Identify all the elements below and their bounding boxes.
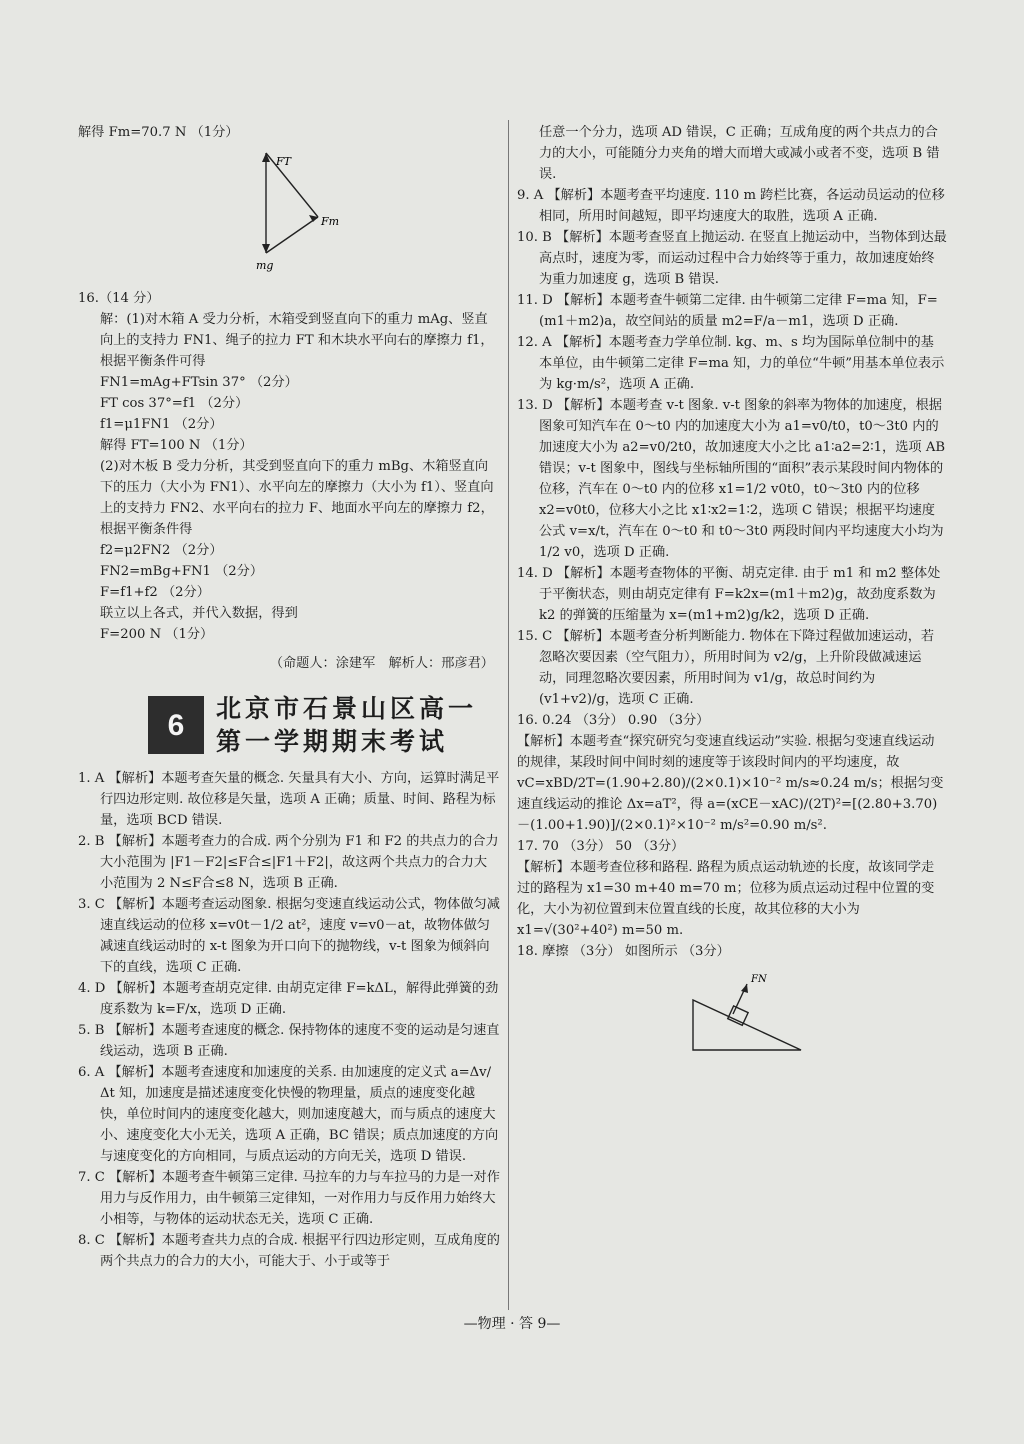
- fig-line-hyp: [266, 153, 318, 217]
- q15-result-line: 解得 Fm=70.7 N （1分）: [78, 125, 239, 140]
- incline-triangle: [693, 1000, 801, 1050]
- normal-force-arrowhead: [741, 984, 748, 993]
- left-column: [78, 122, 500, 1272]
- section-banner: [148, 692, 500, 758]
- fig-label-mg: mg: [256, 259, 274, 272]
- force-triangle-figure: [226, 145, 346, 275]
- answer-12: 12. A 【解析】本题考查力学单位制. kg、m、s 均为国际单位制中的基本单位，由牛顿第二定律 F=ma 知，力的单位“牛顿”用基本单位表示为 kg·m/s²，选项 A 正确.: [517, 335, 945, 392]
- answer-6: 6. A 【解析】本题考查速度和加速度的关系. 由加速度的定义式 a=Δv/Δt 知，加速度是描述速度变化快慢的物理量，质点的速度变化越快，单位时间内的速度变化越大，则加速度越大，而与质点的速度大小、速度变化大小无关，选项 A 正确，BC 错误；质点加速度的方向与速度变化的方向相同，与质点运动的方向无关，选项 D 错误.: [78, 1065, 499, 1164]
- author-credit: （命题人：涂建军 解析人：邢彦君）: [269, 656, 494, 671]
- answer-1: 1. A 【解析】本题考查矢量的概念. 矢量具有大小、方向，运算时满足平行四边形定则. 故位移是矢量，选项 A 正确；质量、时间、路程为标量，选项 BCD 错误.: [78, 771, 500, 828]
- q16-line-2: FN1=mAg+FTsin 37° （2分）: [100, 375, 298, 390]
- column-divider: [508, 120, 509, 1310]
- answer-11: 11. D 【解析】本题考查牛顿第二定律. 由牛顿第二定律 F=ma 知，F=(m1＋m2)a，故空间站的质量 m2=F/a－m1，选项 D 正确.: [517, 293, 938, 329]
- answer-18: 18. 摩擦 （3分） 如图所示 （3分）: [517, 944, 730, 959]
- q16-line-8: FN2=mBg+FN1 （2分）: [100, 564, 264, 579]
- q16-line-3: FT cos 37°=f1 （2分）: [100, 396, 249, 411]
- answer-4: 4. D 【解析】本题考查胡克定律. 由胡克定律 F=kΔL，解得此弹簧的劲度系数为 k=F/x，选项 D 正确.: [78, 981, 499, 1017]
- q16-line-11: F=200 N （1分）: [100, 627, 214, 642]
- answer-10: 10. B 【解析】本题考查竖直上抛运动. 在竖直上抛运动中，当物体到达最高点时，速度为零，而运动过程中合力始终等于重力，故加速度始终为重力加速度 g，选项 B 错误.: [517, 230, 947, 287]
- q16-line-1: 解：(1)对木箱 A 受力分析，木箱受到竖直向下的重力 mAg、竖直向上的支持力 FN1、绳子的拉力 FT 和木块水平向右的摩擦力 f1，根据平衡条件可得: [100, 312, 494, 369]
- q16-line-9: F=f1+f2 （2分）: [100, 585, 210, 600]
- answer-2: 2. B 【解析】本题考查力的合成. 两个分别为 F1 和 F2 的共点力的合力大小范围为 |F1－F2|≤F合≤|F1＋F2|，故这两个共点力的合力大小范围为 2 N≤F合≤8 N，选项 B 正确.: [78, 834, 499, 891]
- q16-line-4: f1=μ1FN1 （2分）: [100, 417, 223, 432]
- answer-13: 13. D 【解析】本题考查 v-t 图象. v-t 图象的斜率为物体的加速度，根据图象可知汽车在 0～t0 内的加速度大小为 a1=v0/t0，t0～3t0 内的加速度大小为 a2=v0/2t0，故加速度大小之比 a1∶a2=2∶1，选项 AB 错误；v-t 图象中，图线与坐标轴所围的“面积”表示某段时间内物体的位移，汽车在 0～t0 内的位移 x1=1/2 v0t0，t0～3t0 内的位移 x2=v0t0，位移大小之比 x1∶x2=1∶2，选项 C 错误；根据平均速度公式 v=x/t，汽车在 0～t0 和 t0～3t0 两段时间内平均速度大小均为 1/2 v0，选项 D 正确.: [517, 398, 946, 560]
- answer-8: 8. C 【解析】本题考查共力点的合成. 根据平行四边形定则，互成角度的两个共点力的合力的大小，可能大于、小于或等于: [78, 1233, 500, 1269]
- section-title: [216, 692, 477, 758]
- q16-line-5: 解得 FT=100 N （1分）: [100, 438, 253, 453]
- q16-line-7: f2=μ2FN2 （2分）: [100, 543, 223, 558]
- fig-label-fm: Fm: [321, 215, 340, 228]
- answer-8-continued: 任意一个分力，选项 AD 错误，C 正确；互成角度的两个共点力的合力的大小，可能随分力夹角的增大而增大或减小或者不变，选项 B 错误.: [539, 125, 940, 182]
- incline-figure: [687, 966, 807, 1056]
- answer-3: 3. C 【解析】本题考查运动图象. 根据匀变速直线运动公式，物体做匀减速直线运动的位移 x=v0t－1/2 at²，速度 v=v0－at，故物体做匀减速直线运动时的 x-t 图象为开口向下的抛物线，v-t 图象为倾斜向下的直线，选项 C 正确.: [78, 897, 500, 975]
- incline-block: [728, 1006, 748, 1025]
- page-footer: —物理 · 答 9—: [463, 1316, 561, 1332]
- answer-16-analysis: 【解析】本题考查“探究研究匀变速直线运动”实验. 根据匀变速直线运动的规律，某段时间中间时刻的速度等于该段时间内的平均速度，故 vC=xBD/2T=(1.90+2.80)/(2×0.1)×10⁻² m/s≈0.24 m/s；根据匀变速直线运动的推论 Δx=aT²，得 a=(xCE－xAC)/(2T)²=[(2.80+3.70)－(1.00+1.90)]/(2×0.1)²×10⁻² m/s²=0.90 m/s².: [517, 734, 944, 833]
- answer-16: 16. 0.24 （3分） 0.90 （3分）: [517, 713, 710, 728]
- answer-17-analysis: 【解析】本题考查位移和路程. 路程为质点运动轨迹的长度，故该同学走过的路程为 x1=30 m+40 m=70 m；位移为质点运动过程中位置的变化，大小为初位置到末位置直线的长度，故其位移的大小为 x1=√(30²+40²) m=50 m.: [517, 860, 935, 938]
- section-number: 6: [148, 696, 204, 754]
- answer-17: 17. 70 （3分） 50 （3分）: [517, 839, 685, 854]
- q16-line-10: 联立以上各式，并代入数据，得到: [100, 606, 298, 621]
- fig-label-fn: FN: [751, 974, 767, 985]
- answer-5: 5. B 【解析】本题考查速度的概念. 保持物体的速度不变的运动是匀速直线运动，选项 B 正确.: [78, 1023, 500, 1059]
- section-title-line-1: 北京市石景山区高一: [216, 694, 478, 723]
- right-column: [517, 122, 947, 1063]
- answer-9: 9. A 【解析】本题考查平均速度. 110 m 跨栏比赛，各运动员运动的位移相同，所用时间越短，即平均速度大的取胜，选项 A 正确.: [517, 188, 945, 224]
- fig-line-lower: [266, 217, 318, 253]
- q16-line-6: (2)对木板 B 受力分析，其受到竖直向下的重力 mBg、木箱竖直向下的压力（大小为 FN1）、水平向左的摩擦力（大小为 f1）、竖直向上的支持力 FN2、水平向右的拉力 F、地面水平向左的摩擦力 f2，根据平衡条件得: [100, 459, 494, 537]
- answer-7: 7. C 【解析】本题考查牛顿第三定律. 马拉车的力与车拉马的力是一对作用力与反作用力，由牛顿第三定律知，一对作用力与反作用力始终大小相等，与物体的运动状态无关，选项 C 正确.: [78, 1170, 500, 1227]
- q16-heading: 16.（14 分）: [78, 291, 160, 306]
- section-title-line-2: 第一学期期末考试: [216, 727, 449, 756]
- answer-15: 15. C 【解析】本题考查分析判断能力. 物体在下降过程做加速运动，若忽略次要因素（空气阻力），所用时间为 v2/g，上升阶段做减速运动，同理忽略次要因素，所用时间为 v1/g，故总时间约为 (v1+v2)/g，选项 C 正确.: [517, 629, 935, 707]
- fig-label-ft: FT: [276, 155, 291, 168]
- answer-14: 14. D 【解析】本题考查物体的平衡、胡克定律. 由于 m1 和 m2 整体处于平衡状态，则由胡克定律有 F=k2x=(m1＋m2)g，故劲度系数为 k2 的弹簧的压缩量为 x=(m1+m2)g/k2，选项 D 正确.: [517, 566, 941, 623]
